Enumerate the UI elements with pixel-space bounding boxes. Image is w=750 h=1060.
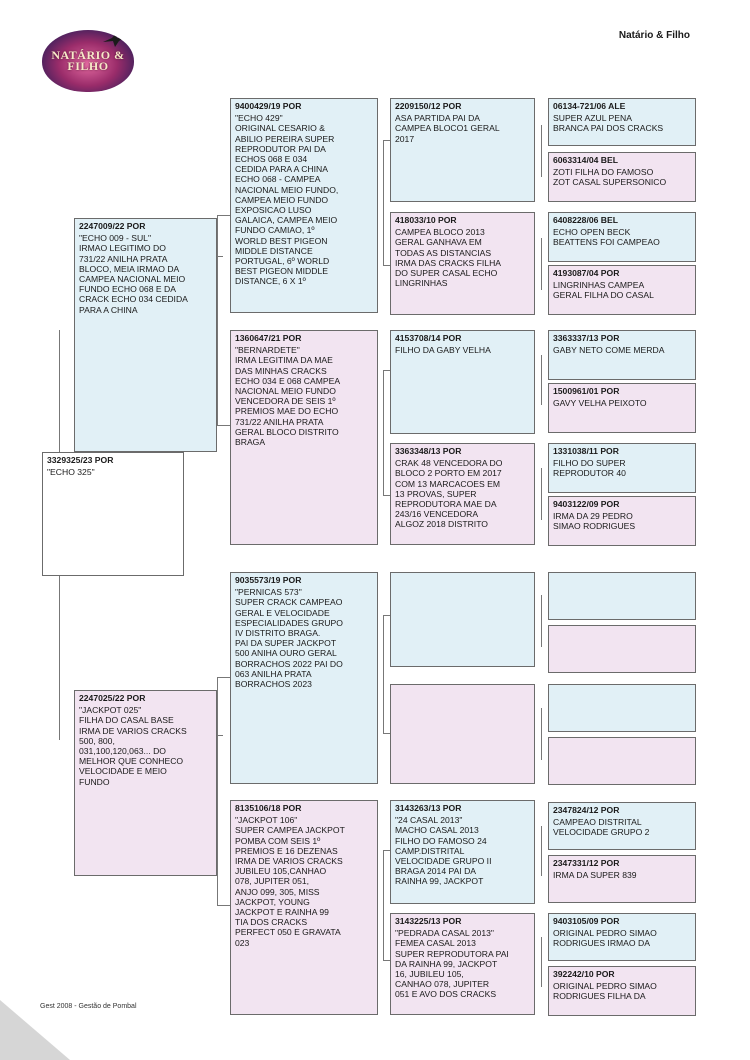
g4-pigeon-card bbox=[548, 855, 696, 903]
connector-line bbox=[217, 677, 230, 678]
pigeon-description: "BERNARDETE" IRMA LEGITIMA DA MAE DAS MINHAS CRACKS ECHO 034 E 068 CAMPEA NACIONAL MEIO FUNDO VENCEDORA DE SEIS 1º PREMIOS MAE DO ECHO 731/22 ANILHA PRATA GERAL BLOCO DISTRITO BRAGA bbox=[235, 345, 341, 448]
pigeon-description: "ECHO 429" ORIGINAL CESARIO & ABILIO PEREIRA SUPER REPRODUTOR PAI DA ECHOS 068 E 034 CEDIDA PARA A CHINA ECHO 068 - CAMPEA NACIONAL MEIO FUNDO, CAMPEA MEIO FUNDO EXPOSICAO LUSO GALAICA, CAMPEA MEIO FUNDO CAMIAO, 1º WORLD BEST PIGEON MIDDLE DISTANCE PORTUGAL, 6º WORLD BEST PIGEON MIDDLE DISTANCE, 6 X 1º bbox=[235, 113, 339, 287]
pigeon-description: ECHO OPEN BECK BEATTENS FOI CAMPEAO bbox=[553, 227, 660, 248]
great-grandparent-card bbox=[390, 212, 535, 315]
great-grandparent-card bbox=[390, 800, 535, 904]
empty-pigeon-card bbox=[548, 625, 696, 673]
great-grandparent-card bbox=[390, 913, 535, 1015]
connector-line bbox=[383, 850, 390, 851]
connector-line bbox=[217, 677, 218, 905]
great-grandparent-card bbox=[390, 330, 535, 434]
subject-pigeon-card bbox=[42, 452, 184, 576]
pigeon-description: FILHO DO SUPER REPRODUTOR 40 bbox=[553, 458, 626, 479]
empty-pigeon-card bbox=[548, 572, 696, 620]
connector-line bbox=[59, 576, 60, 740]
pigeon-description: LINGRINHAS CAMPEA GERAL FILHA DO CASAL bbox=[553, 280, 654, 301]
ring-number: 6408228/06 BEL bbox=[553, 215, 618, 225]
pigeon-description: "JACKPOT 106" SUPER CAMPEA JACKPOT POMBA COM SEIS 1º PREMIOS E 16 DEZENAS IRMA DE VARIOS CRACKS JUBILEU 105,CANHAO 078, JUPITER 051, ANJO 099, 305, MISS JACKPOT, YOUNG JACKPOT E RAINHA 99 TIA DOS CRACKS PERFECT 050 E GRAVATA 023 bbox=[235, 815, 345, 948]
connector-line bbox=[383, 850, 384, 960]
dam-card bbox=[74, 690, 217, 876]
pigeon-description: ASA PARTIDA PAI DA CAMPEA BLOCO1 GERAL 2017 bbox=[395, 113, 500, 144]
pigeon-description: "24 CASAL 2013" MACHO CASAL 2013 FILHO DO FAMOSO 24 CAMP.DISTRITAL VELOCIDADE GRUPO II BRAGA 2014 PAI DA RAINHA 99, JACKPOT bbox=[395, 815, 492, 887]
pigeon-description: CAMPEA BLOCO 2013 GERAL GANHAVA EM TODAS AS DISTANCIAS IRMA DAS CRACKS FILHA DO SUPER CASAL ECHO LINGRINHAS bbox=[395, 227, 502, 289]
g4-pigeon-card bbox=[548, 443, 696, 493]
connector-line bbox=[217, 256, 223, 257]
ring-number: 1331038/11 POR bbox=[553, 446, 619, 456]
connector-line bbox=[541, 937, 542, 987]
connector-line bbox=[383, 370, 390, 371]
pigeon-description: CAMPEAO DISTRITAL VELOCIDADE GRUPO 2 bbox=[553, 817, 650, 838]
ring-number: 3363337/13 POR bbox=[553, 333, 620, 343]
connector-line bbox=[383, 960, 390, 961]
connector-line bbox=[383, 140, 384, 265]
ring-number: 2347824/12 POR bbox=[553, 805, 620, 815]
connector-line bbox=[383, 265, 390, 266]
ring-number: 392242/10 POR bbox=[553, 969, 615, 979]
g4-pigeon-card bbox=[548, 496, 696, 546]
g4-pigeon-card bbox=[548, 330, 696, 380]
ring-number: 9403105/09 POR bbox=[553, 916, 620, 926]
pigeon-description: IRMA DA 29 PEDRO SIMAO RODRIGUES bbox=[553, 511, 636, 532]
pigeon-description: "ECHO 325" bbox=[47, 467, 95, 478]
g4-pigeon-card bbox=[548, 383, 696, 433]
ring-number: 9400429/19 POR bbox=[235, 101, 302, 111]
ring-number: 2247009/22 POR bbox=[79, 221, 146, 231]
pigeon-description: GAVY VELHA PEIXOTO bbox=[553, 398, 647, 409]
connector-line bbox=[217, 735, 223, 736]
dam-dam-card bbox=[230, 800, 378, 1015]
sire-sire-card bbox=[230, 98, 378, 313]
ring-number: 4193087/04 POR bbox=[553, 268, 620, 278]
g4-pigeon-card bbox=[548, 913, 696, 961]
connector-line bbox=[541, 355, 542, 405]
sire-dam-card bbox=[230, 330, 378, 545]
pigeon-description: FILHO DA GABY VELHA bbox=[395, 345, 491, 356]
ring-number: 1360647/21 POR bbox=[235, 333, 302, 343]
connector-line bbox=[383, 615, 384, 733]
pigeon-description: IRMA DA SUPER 839 bbox=[553, 870, 637, 881]
ring-number: 9403122/09 POR bbox=[553, 499, 620, 509]
pigeon-description: "PEDRADA CASAL 2013" FEMEA CASAL 2013 SUPER REPRODUTORA PAI DA RAINHA 99, JACKPOT 16, JUBILEU 105, CANHAO 078, JUPITER 051 E AVO DOS CRACKS bbox=[395, 928, 509, 1000]
connector-line bbox=[59, 330, 60, 452]
connector-line bbox=[541, 708, 542, 760]
g4-pigeon-card bbox=[548, 802, 696, 850]
ring-number: 8135106/18 POR bbox=[235, 803, 302, 813]
pigeon-description: "JACKPOT 025" FILHA DO CASAL BASE IRMA DE VARIOS CRACKS 500, 800, 031,100,120,063... DO MELHOR QUE CONHECO VELOCIDADE E MEIO FUNDO bbox=[79, 705, 187, 787]
ring-number: 6063314/04 BEL bbox=[553, 155, 618, 165]
footer-text: Gest 2008 - Gestão de Pombal bbox=[40, 1003, 137, 1010]
g4-pigeon-card bbox=[548, 212, 696, 262]
logo-wordmark: NATÁRIO & FILHO bbox=[51, 48, 125, 73]
ring-number: 3143225/13 POR bbox=[395, 916, 462, 926]
g4-pigeon-card bbox=[548, 265, 696, 315]
connector-line bbox=[383, 495, 390, 496]
dam-sire-card bbox=[230, 572, 378, 784]
empty-pigeon-card bbox=[390, 572, 535, 667]
connector-line bbox=[383, 615, 390, 616]
ring-number: 3143263/13 POR bbox=[395, 803, 462, 813]
connector-line bbox=[217, 905, 230, 906]
connector-line bbox=[541, 468, 542, 520]
ring-number: 2347331/12 POR bbox=[553, 858, 620, 868]
pigeon-description: SUPER AZUL PENA BRANCA PAI DOS CRACKS bbox=[553, 113, 664, 134]
ring-number: 3363348/13 POR bbox=[395, 446, 462, 456]
ring-number: 418033/10 POR bbox=[395, 215, 457, 225]
sire-card bbox=[74, 218, 217, 452]
ring-number: 2209150/12 POR bbox=[395, 101, 462, 111]
ring-number: 3329325/23 POR bbox=[47, 455, 114, 465]
g4-pigeon-card bbox=[548, 152, 696, 202]
empty-pigeon-card bbox=[390, 684, 535, 784]
empty-pigeon-card bbox=[548, 684, 696, 732]
connector-line bbox=[217, 215, 218, 425]
natario-filho-logo bbox=[42, 30, 134, 92]
empty-pigeon-card bbox=[548, 737, 696, 785]
pigeon-description: "ECHO 009 - SUL" IRMAO LEGITIMO DO 731/22 ANILHA PRATA BLOCO, MEIA IRMAO DA CAMPEA NACIONAL MEIO FUNDO ECHO 068 E DA CRACK ECHO 034 CEDIDA PARA A CHINA bbox=[79, 233, 188, 315]
ring-number: 9035573/19 POR bbox=[235, 575, 302, 585]
pigeon-description: CRAK 48 VENCEDORA DO BLOCO 2 PORTO EM 2017 COM 13 MARCACOES EM 13 PROVAS, SUPER REPRODUTORA MAE DA 243/16 VENCEDORA ALGOZ 2018 DISTRITO bbox=[395, 458, 503, 530]
great-grandparent-card bbox=[390, 443, 535, 545]
connector-line bbox=[541, 826, 542, 876]
great-grandparent-card bbox=[390, 98, 535, 202]
connector-line bbox=[217, 215, 230, 216]
connector-line bbox=[383, 370, 384, 495]
connector-line bbox=[217, 425, 230, 426]
connector-line bbox=[541, 595, 542, 647]
bird-icon bbox=[102, 32, 128, 48]
ring-number: 1500961/01 POR bbox=[553, 386, 620, 396]
g4-pigeon-card bbox=[548, 98, 696, 146]
connector-line bbox=[541, 238, 542, 290]
pigeon-description: ORIGINAL PEDRO SIMAO RODRIGUES FILHA DA bbox=[553, 981, 657, 1002]
connector-line bbox=[383, 140, 390, 141]
ring-number: 2247025/22 POR bbox=[79, 693, 146, 703]
pigeon-description: GABY NETO COME MERDA bbox=[553, 345, 665, 356]
pigeon-description: "PERNICAS 573" SUPER CRACK CAMPEAO GERAL E VELOCIDADE ESPECIALIDADES GRUPO IV DISTRITO BRAGA. PAI DA SUPER JACKPOT 500 ANIHA OURO GERAL BORRACHOS 2022 PAI DO 063 ANILHA PRATA BORRACHOS 2023 bbox=[235, 587, 343, 690]
ring-number: 06134-721/06 ALE bbox=[553, 101, 626, 111]
g4-pigeon-card bbox=[548, 966, 696, 1016]
connector-line bbox=[383, 733, 390, 734]
pigeon-description: ORIGINAL PEDRO SIMAO RODRIGUES IRMAO DA bbox=[553, 928, 657, 949]
connector-line bbox=[541, 125, 542, 177]
ring-number: 4153708/14 POR bbox=[395, 333, 462, 343]
pigeon-description: ZOTI FILHA DO FAMOSO ZOT CASAL SUPERSONICO bbox=[553, 167, 667, 188]
brand-name: Natário & Filho bbox=[618, 30, 690, 41]
